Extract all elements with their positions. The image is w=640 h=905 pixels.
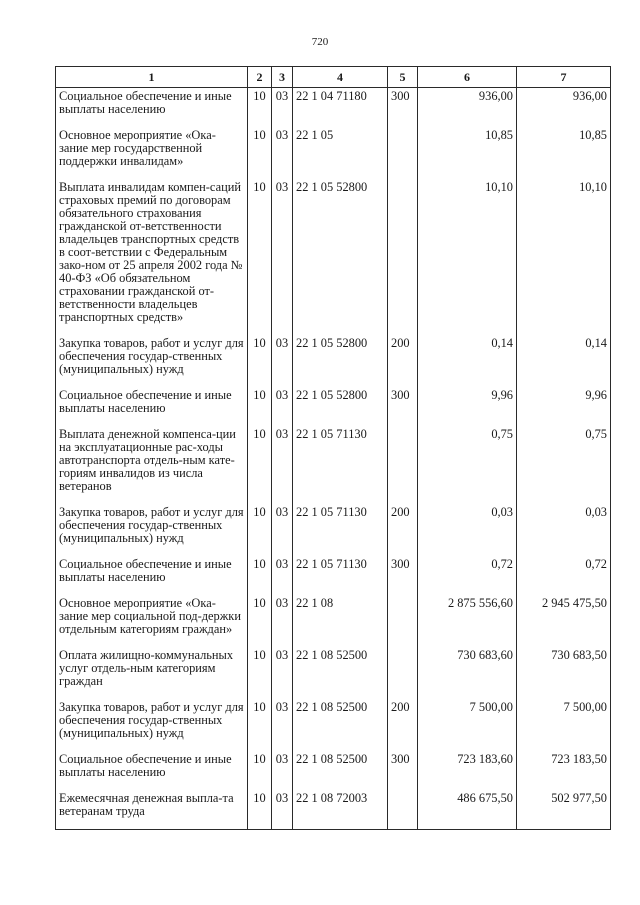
amount-year-2: 0,72 xyxy=(517,556,611,595)
amount-year-1: 10,10 xyxy=(418,179,517,335)
table-body xyxy=(56,88,611,830)
expense-type-code: 300 xyxy=(388,556,418,595)
table-row xyxy=(56,179,611,335)
target-article-code: 22 1 08 52500 xyxy=(293,647,388,699)
expense-type-code xyxy=(388,426,418,504)
amount-year-2: 936,00 xyxy=(517,88,611,128)
target-article-code: 22 1 05 52800 xyxy=(293,387,388,426)
amount-year-1: 730 683,60 xyxy=(418,647,517,699)
amount-year-1: 486 675,50 xyxy=(418,790,517,830)
section-code: 10 xyxy=(248,595,272,647)
table-row xyxy=(56,595,611,647)
amount-year-2: 7 500,00 xyxy=(517,699,611,751)
amount-year-2: 10,10 xyxy=(517,179,611,335)
item-name: Социальное обеспечение и иные выплаты населению xyxy=(56,751,248,790)
subsection-code: 03 xyxy=(272,699,293,751)
item-name: Ежемесячная денежная выпла-та ветеранам труда xyxy=(56,790,248,830)
target-article-code: 22 1 08 72003 xyxy=(293,790,388,830)
amount-year-1: 0,72 xyxy=(418,556,517,595)
amount-year-2: 0,03 xyxy=(517,504,611,556)
target-article-code: 22 1 04 71180 xyxy=(293,88,388,128)
amount-year-1: 0,03 xyxy=(418,504,517,556)
subsection-code: 03 xyxy=(272,88,293,128)
column-header: 6 xyxy=(418,67,517,88)
item-name: Закупка товаров, работ и услуг для обеспечения государ-ственных (муниципальных) нужд xyxy=(56,335,248,387)
item-name: Социальное обеспечение и иные выплаты населению xyxy=(56,387,248,426)
column-header: 5 xyxy=(388,67,418,88)
amount-year-1: 2 875 556,60 xyxy=(418,595,517,647)
expense-type-code xyxy=(388,179,418,335)
section-code: 10 xyxy=(248,790,272,830)
amount-year-2: 502 977,50 xyxy=(517,790,611,830)
amount-year-1: 0,75 xyxy=(418,426,517,504)
subsection-code: 03 xyxy=(272,751,293,790)
header-row xyxy=(56,67,611,88)
target-article-code: 22 1 05 52800 xyxy=(293,335,388,387)
subsection-code: 03 xyxy=(272,504,293,556)
section-code: 10 xyxy=(248,426,272,504)
item-name: Выплата инвалидам компен-саций страховых премий по договорам обязательного страхования гражданской от-ветственности владельцев транспортных средств в соот-ветствии с Федеральным зако-ном от 25 апреля 2002 года № 40-ФЗ «Об обязательном страховании гражданской от-ветственности владельцев транспортных средств» xyxy=(56,179,248,335)
subsection-code: 03 xyxy=(272,179,293,335)
table-header xyxy=(56,67,611,88)
column-header: 2 xyxy=(248,67,272,88)
expense-type-code: 200 xyxy=(388,504,418,556)
amount-year-1: 723 183,60 xyxy=(418,751,517,790)
amount-year-1: 10,85 xyxy=(418,127,517,179)
section-code: 10 xyxy=(248,751,272,790)
expense-type-code: 300 xyxy=(388,751,418,790)
target-article-code: 22 1 05 52800 xyxy=(293,179,388,335)
item-name: Закупка товаров, работ и услуг для обеспечения государ-ственных (муниципальных) нужд xyxy=(56,699,248,751)
subsection-code: 03 xyxy=(272,127,293,179)
column-header: 7 xyxy=(517,67,611,88)
amount-year-2: 10,85 xyxy=(517,127,611,179)
expense-type-code: 300 xyxy=(388,88,418,128)
section-code: 10 xyxy=(248,387,272,426)
amount-year-1: 936,00 xyxy=(418,88,517,128)
amount-year-2: 730 683,50 xyxy=(517,647,611,699)
column-header: 4 xyxy=(293,67,388,88)
target-article-code: 22 1 08 52500 xyxy=(293,699,388,751)
amount-year-2: 0,75 xyxy=(517,426,611,504)
item-name: Социальное обеспечение и иные выплаты населению xyxy=(56,88,248,128)
table-row xyxy=(56,426,611,504)
item-name: Социальное обеспечение и иные выплаты населению xyxy=(56,556,248,595)
table-row xyxy=(56,387,611,426)
subsection-code: 03 xyxy=(272,595,293,647)
section-code: 10 xyxy=(248,504,272,556)
subsection-code: 03 xyxy=(272,387,293,426)
item-name: Закупка товаров, работ и услуг для обеспечения государ-ственных (муниципальных) нужд xyxy=(56,504,248,556)
amount-year-1: 7 500,00 xyxy=(418,699,517,751)
subsection-code: 03 xyxy=(272,426,293,504)
page-number: 720 xyxy=(311,36,329,48)
amount-year-2: 9,96 xyxy=(517,387,611,426)
section-code: 10 xyxy=(248,88,272,128)
column-header: 3 xyxy=(272,67,293,88)
table-row xyxy=(56,699,611,751)
target-article-code: 22 1 05 71130 xyxy=(293,504,388,556)
expense-type-code: 200 xyxy=(388,699,418,751)
table-row xyxy=(56,790,611,830)
expense-type-code xyxy=(388,595,418,647)
target-article-code: 22 1 08 xyxy=(293,595,388,647)
target-article-code: 22 1 05 xyxy=(293,127,388,179)
section-code: 10 xyxy=(248,647,272,699)
amount-year-1: 0,14 xyxy=(418,335,517,387)
section-code: 10 xyxy=(248,335,272,387)
table-row xyxy=(56,504,611,556)
target-article-code: 22 1 05 71130 xyxy=(293,426,388,504)
expense-type-code: 200 xyxy=(388,335,418,387)
item-name: Основное мероприятие «Ока-зание мер социальной под-держки отдельным категориям граждан» xyxy=(56,595,248,647)
expense-type-code xyxy=(388,647,418,699)
column-header: 1 xyxy=(56,67,248,88)
table-row xyxy=(56,647,611,699)
expense-type-code xyxy=(388,127,418,179)
amount-year-2: 723 183,50 xyxy=(517,751,611,790)
expense-type-code xyxy=(388,790,418,830)
amount-year-2: 2 945 475,50 xyxy=(517,595,611,647)
section-code: 10 xyxy=(248,127,272,179)
target-article-code: 22 1 08 52500 xyxy=(293,751,388,790)
amount-year-2: 0,14 xyxy=(517,335,611,387)
section-code: 10 xyxy=(248,556,272,595)
budget-table xyxy=(55,66,611,830)
expense-type-code: 300 xyxy=(388,387,418,426)
section-code: 10 xyxy=(248,179,272,335)
table-row xyxy=(56,556,611,595)
item-name: Выплата денежной компенса-ции на эксплуатационные рас-ходы автотранспорта отдель-ным кате-гориям инвалидов из числа ветеранов xyxy=(56,426,248,504)
subsection-code: 03 xyxy=(272,647,293,699)
subsection-code: 03 xyxy=(272,556,293,595)
amount-year-1: 9,96 xyxy=(418,387,517,426)
section-code: 10 xyxy=(248,699,272,751)
table-row xyxy=(56,127,611,179)
item-name: Оплата жилищно-коммунальных услуг отдель-ным категориям граждан xyxy=(56,647,248,699)
table-row xyxy=(56,751,611,790)
table-row xyxy=(56,88,611,128)
subsection-code: 03 xyxy=(272,790,293,830)
subsection-code: 03 xyxy=(272,335,293,387)
table-row xyxy=(56,335,611,387)
item-name: Основное мероприятие «Ока-зание мер государственной поддержки инвалидам» xyxy=(56,127,248,179)
target-article-code: 22 1 05 71130 xyxy=(293,556,388,595)
